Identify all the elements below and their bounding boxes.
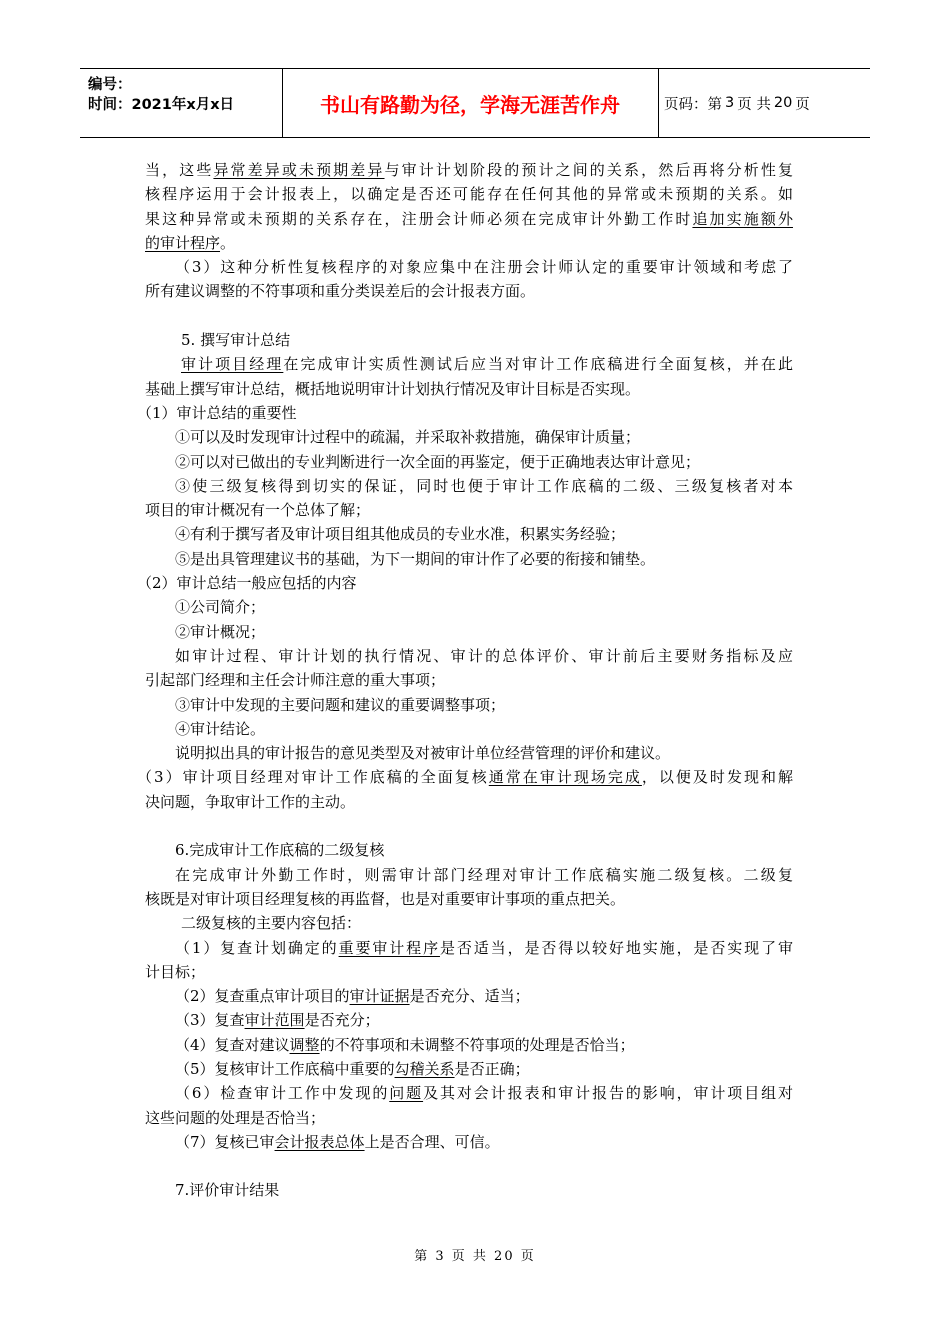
- paragraph-line: 计目标；: [145, 962, 206, 981]
- list-heading: （3）审计项目经理对审计工作底稿的全面复核通常在审计现场完成，以便及时发现和解: [137, 768, 793, 787]
- list-item: ④审计结论。: [175, 719, 266, 738]
- page-suffix: 页: [795, 96, 810, 113]
- paragraph-line: 如审计过程、审计计划的执行情况、审计的总体评价、审计前后主要财务指标及应: [175, 646, 793, 665]
- page-header: [80, 68, 870, 138]
- list-item: ②审计概况；: [175, 622, 266, 641]
- paragraph-line: 所有建议调整的不符事项和重分类误差后的会计报表方面。: [145, 282, 536, 301]
- paragraph-line: 引起部门经理和主任会计师注意的重大事项；: [145, 671, 446, 690]
- page-number: 3: [725, 95, 735, 111]
- list-item: （1）复查计划确定的重要审计程序是否适当，是否得以较好地实施，是否实现了审: [175, 938, 793, 957]
- list-item: （5）复核审计工作底稿中重要的勾稽关系是否正确；: [175, 1059, 530, 1078]
- list-item: ①公司简介；: [175, 598, 266, 617]
- paragraph-line: 在完成审计外勤工作时，则需审计部门经理对审计工作底稿实施二级复核。二级复: [175, 865, 793, 884]
- page-total: 20: [773, 95, 793, 111]
- list-item: （6）检查审计工作中发现的问题及其对会计报表和审计报告的影响，审计项目组对: [175, 1084, 793, 1103]
- list-item: ③审计中发现的主要问题和建议的重要调整事项；: [175, 695, 506, 714]
- paragraph-line: 基础上撰写审计总结，概括地说明审计计划执行情况及审计目标是否实现。: [145, 379, 641, 398]
- list-heading: （2）审计总结一般应包括的内容: [137, 574, 357, 593]
- header-meta: [88, 75, 234, 115]
- header-motto: 书山有路勤为径，学海无涯苦作舟: [320, 92, 620, 117]
- list-item: ③使三级复核得到切实的保证，同时也便于审计工作底稿的二级、三级复核者对本: [175, 476, 793, 495]
- paragraph-line: 审计项目经理在完成审计实质性测试后应当对审计工作底稿进行全面复核，并在此: [181, 355, 793, 374]
- section-heading: 7.评价审计结果: [175, 1181, 280, 1200]
- paragraph-line: 说明拟出具的审计报告的意见类型及对被审计单位经营管理的评价和建议。: [175, 744, 671, 763]
- list-heading: （1）审计总结的重要性: [137, 403, 297, 422]
- list-item: （3）复查审计范围是否充分；: [175, 1011, 380, 1030]
- time-label: 时间：2021年x月x日: [88, 97, 235, 113]
- list-item: （4）复查对建议调整的不符事项和未调整不符事项的处理是否恰当；: [175, 1035, 635, 1054]
- list-item: ②可以对已做出的专业判断进行一次全面的再鉴定，便于正确地表达审计意见；: [175, 452, 701, 471]
- header-page-info: [664, 69, 813, 137]
- list-item: ④有利于撰写者及审计项目组其他成员的专业水准，积累实务经验；: [175, 525, 626, 544]
- list-item: （7）复核已审会计报表总体上是否合理、可信。: [175, 1132, 500, 1151]
- document-body: [137, 158, 793, 1203]
- paragraph-line: 决问题，争取审计工作的主动。: [145, 792, 356, 811]
- page-prefix: 页码：第: [664, 96, 722, 113]
- section-heading: 6.完成审计工作底稿的二级复核: [175, 841, 385, 860]
- section-heading: 5. 撰写审计总结: [181, 331, 291, 350]
- header-divider: [658, 69, 659, 137]
- paragraph-line: 当，这些异常差异或未预期差异与审计计划阶段的预计之间的关系，然后再将分析性复: [145, 161, 793, 179]
- paragraph-line: 的审计程序。: [145, 233, 236, 252]
- list-item: （2）复查重点审计项目的审计证据是否充分、适当；: [175, 987, 530, 1006]
- paragraph-line: 项目的审计概况有一个总体了解；: [145, 501, 371, 520]
- paragraph-line: 核程序运用于会计报表上，以确定是否还可能存在任何其他的异常或未预期的关系。如: [145, 185, 793, 204]
- paragraph-line: （3）这种分析性复核程序的对象应集中在注册会计师认定的重要审计领域和考虑了: [175, 258, 793, 277]
- list-item: ①可以及时发现审计过程中的疏漏，并采取补救措施，确保审计质量；: [175, 428, 641, 447]
- paragraph-line: 二级复核的主要内容包括：: [181, 914, 362, 933]
- paragraph-line: 核既是对审计项目经理复核的再监督，也是对重要审计事项的重点把关。: [145, 889, 626, 908]
- page-mid: 页 共: [737, 96, 771, 113]
- page-footer: 第 3 页 共 20 页: [414, 1249, 536, 1264]
- paragraph-line: 果这种异常或未预期的关系存在，注册会计师必须在完成审计外勤工作时追加实施额外: [145, 209, 793, 228]
- list-item: ⑤是出具管理建议书的基础，为下一期间的审计作了必要的衔接和铺垫。: [175, 549, 656, 568]
- paragraph-line: 这些问题的处理是否恰当；: [145, 1108, 326, 1127]
- number-label: 编号：: [88, 77, 132, 93]
